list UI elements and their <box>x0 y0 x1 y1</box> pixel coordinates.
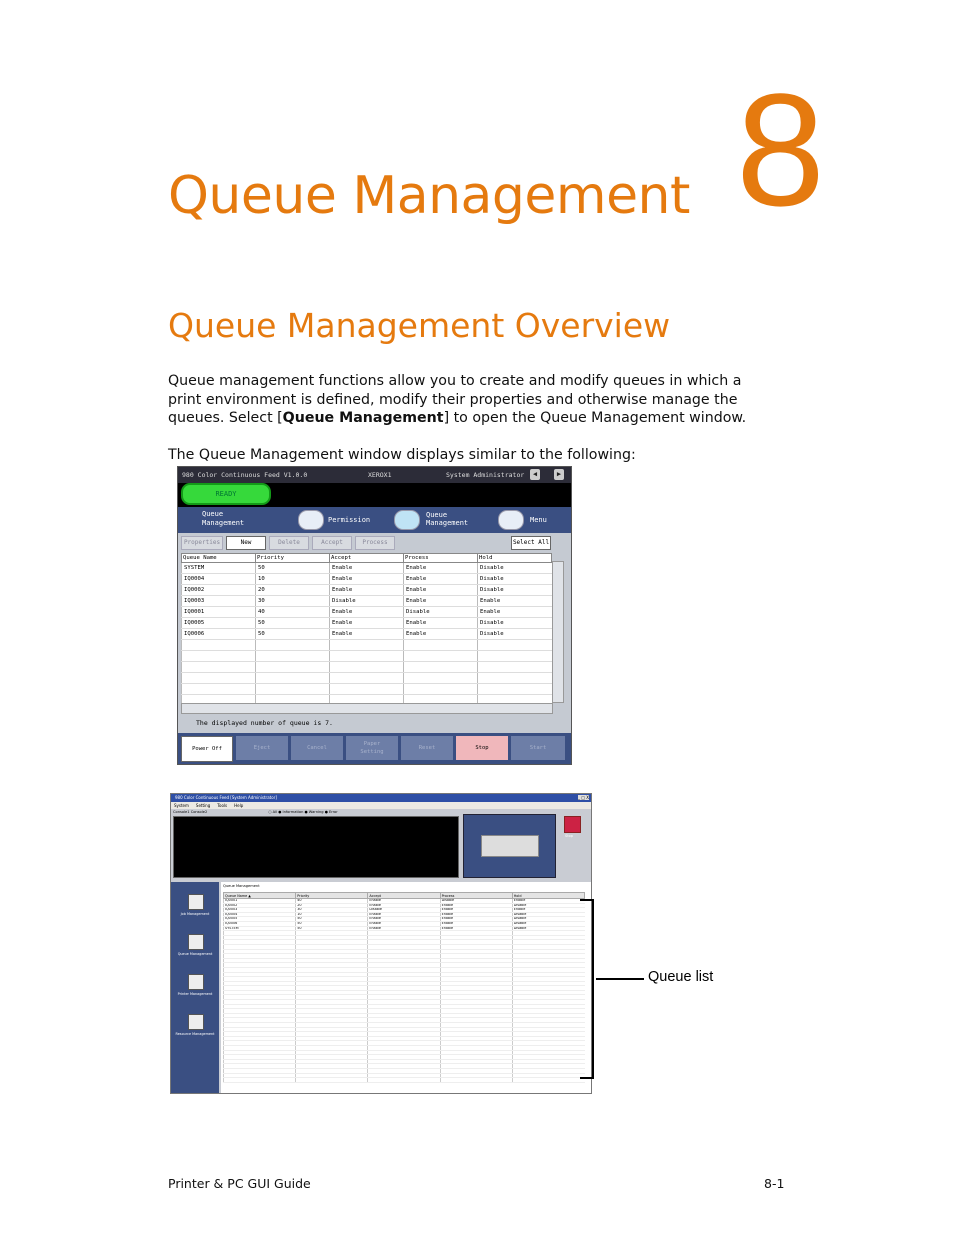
intro-paragraph: Queue management functions allow you to create and modify queues in which a print environment is defined, modify their properties and otherwise manage the queues. Select [Queue Management] to open the Queue Management window. <box>168 373 747 426</box>
properties-button[interactable]: Properties <box>181 536 223 550</box>
menu-item[interactable]: System <box>174 803 189 808</box>
nav-label[interactable]: Queue Management <box>177 952 213 956</box>
empty-row <box>182 673 552 684</box>
printer-status-box <box>463 814 556 878</box>
printer-icon <box>481 835 539 857</box>
stop-button[interactable]: Stop <box>456 736 508 760</box>
table-cell: IQ0001 <box>182 607 256 618</box>
table-cell: Enable <box>330 629 404 640</box>
table-row[interactable] <box>182 618 552 629</box>
delete-button[interactable]: Delete <box>269 536 309 550</box>
column-header[interactable]: Hold <box>512 893 584 899</box>
menu-bar <box>171 802 591 809</box>
new-button[interactable]: New <box>226 536 266 550</box>
empty-row <box>182 640 552 651</box>
table-row[interactable] <box>182 574 552 585</box>
menu-icon[interactable] <box>498 510 524 530</box>
queue-list-callout: Queue list <box>648 969 714 985</box>
permission-icon[interactable] <box>298 510 324 530</box>
table-cell: IQ0003 <box>182 596 256 607</box>
table-cell: 40 <box>256 607 330 618</box>
table-row[interactable] <box>182 607 552 618</box>
panel-title-bar <box>178 467 571 483</box>
panel-nav-bar <box>178 507 571 533</box>
table-cell: Enable <box>478 607 552 618</box>
queue-count-text: The displayed number of queue is 7. <box>196 719 333 727</box>
queue-list-table <box>223 892 585 1083</box>
table-cell: Enable <box>404 563 478 574</box>
table-cell: Disable <box>404 607 478 618</box>
chapter-number: 8 <box>736 60 825 239</box>
table-cell: Enable <box>368 926 440 931</box>
table-cell: Enable <box>512 908 584 913</box>
table-row[interactable] <box>182 585 552 596</box>
column-header[interactable]: Queue Name <box>182 554 256 563</box>
column-header[interactable]: Process <box>404 554 478 563</box>
eject-button[interactable]: Eject <box>236 736 288 760</box>
table-cell: 30 <box>296 908 368 913</box>
empty-row <box>182 662 552 673</box>
table-cell: Disable <box>478 563 552 574</box>
message-filters[interactable]: ○ All ● Information ● Warning ● Error <box>268 810 338 814</box>
table-cell: Enable <box>404 618 478 629</box>
start-button[interactable]: Start <box>511 736 565 760</box>
queue-panel <box>178 533 571 733</box>
queue-management-label: Queue Management <box>223 884 260 888</box>
table-cell: IQ0002 <box>182 585 256 596</box>
empty-row <box>182 684 552 695</box>
table-cell: 20 <box>296 903 368 908</box>
panel-user: System Administrator <box>446 471 525 479</box>
empty-row <box>182 651 552 662</box>
queue-list-bracket <box>580 899 594 1079</box>
printer-panel-screenshot <box>177 466 572 765</box>
table-cell: Enable <box>512 899 584 904</box>
queue-management-icon[interactable] <box>394 510 420 530</box>
table-cell: Enable <box>330 607 404 618</box>
table-cell: Enable <box>404 574 478 585</box>
pc-gui-screenshot <box>170 793 592 1094</box>
table-cell: 50 <box>296 921 368 926</box>
column-header[interactable]: Accept <box>368 893 440 899</box>
table-cell: Enable <box>478 596 552 607</box>
table-row[interactable] <box>182 596 552 607</box>
table-cell: Disable <box>478 618 552 629</box>
table-cell: Enable <box>440 917 512 922</box>
table-row[interactable] <box>182 563 552 574</box>
queue-table <box>181 553 552 706</box>
callout-leader-line <box>596 978 644 980</box>
table-cell: Disable <box>330 596 404 607</box>
nav-label[interactable]: Printer Management <box>177 992 213 996</box>
nav-menu[interactable]: Menu <box>530 516 547 524</box>
table-cell: Enable <box>330 574 404 585</box>
table-cell: 50 <box>256 618 330 629</box>
nav-queue-management[interactable]: Queue Management <box>426 511 469 527</box>
table-cell: Enable <box>330 563 404 574</box>
table-cell: IQ0004 <box>182 574 256 585</box>
table-cell: Enable <box>404 629 478 640</box>
table-cell: 50 <box>256 629 330 640</box>
table-cell: Enable <box>440 903 512 908</box>
table-cell: 50 <box>296 917 368 922</box>
nav-icon[interactable] <box>188 894 204 910</box>
process-button[interactable]: Process <box>355 536 395 550</box>
table-cell: IQ0005 <box>224 917 296 922</box>
panel-title: 980 Color Continuous Feed V1.0.0 <box>182 471 308 479</box>
table-cell: Enable <box>404 585 478 596</box>
column-header[interactable]: Queue Name ▲ <box>224 893 296 899</box>
left-navigation <box>171 882 219 1093</box>
table-cell: 40 <box>296 899 368 904</box>
table-cell: Enable <box>368 917 440 922</box>
table-cell: 10 <box>296 912 368 917</box>
table-cell: Enable <box>404 596 478 607</box>
table-row[interactable] <box>182 629 552 640</box>
footer-guide-title: Printer & PC GUI Guide <box>168 1176 311 1191</box>
table-cell: Disable <box>478 585 552 596</box>
table-cell: Enable <box>440 921 512 926</box>
table-cell: 10 <box>256 574 330 585</box>
back-arrow-icon[interactable]: ◀ <box>530 469 540 480</box>
table-cell: Enable <box>368 899 440 904</box>
table-cell: 30 <box>256 596 330 607</box>
accept-button[interactable]: Accept <box>312 536 352 550</box>
console-tabs[interactable]: Console1 Console2 <box>173 810 208 814</box>
table-cell: IQ0003 <box>224 908 296 913</box>
column-header[interactable]: Hold <box>478 554 552 563</box>
table-cell: Enable <box>368 903 440 908</box>
table-cell: Enable <box>368 921 440 926</box>
section-title: Queue Management Overview <box>168 306 671 345</box>
table-cell: Disable <box>512 926 584 931</box>
chapter-title: Queue Management <box>168 166 690 226</box>
window-title: 980 Color Continuous Feed [System Administrator] <box>171 794 591 802</box>
stop-icon[interactable] <box>564 816 581 833</box>
column-header[interactable]: Accept <box>330 554 404 563</box>
table-cell: IQ0005 <box>182 618 256 629</box>
table-cell: 50 <box>256 563 330 574</box>
menu-item[interactable]: Tools <box>217 803 228 808</box>
cancel-button[interactable]: Cancel <box>291 736 343 760</box>
select-all-button[interactable]: Select All <box>511 536 551 550</box>
console-filter-row <box>173 809 463 816</box>
table-cell: 50 <box>296 926 368 931</box>
table-cell: IQ0002 <box>224 903 296 908</box>
current-screen-label: Queue Management <box>202 510 245 527</box>
table-cell: Disable <box>440 899 512 904</box>
power-off-button[interactable]: Power Off <box>181 736 233 762</box>
table-cell: Disable <box>512 903 584 908</box>
table-cell: Enable <box>330 618 404 629</box>
table-cell: Disable <box>512 917 584 922</box>
stop-label: Stop <box>565 834 573 838</box>
menu-item[interactable]: Setting <box>195 803 211 808</box>
panel-bottom-bar <box>178 733 571 764</box>
panel-brand: XEROX1 <box>368 471 392 479</box>
table-cell: Disable <box>478 629 552 640</box>
nav-label[interactable]: Job Management <box>180 912 210 916</box>
table-cell: 20 <box>256 585 330 596</box>
nav-icon[interactable] <box>188 974 204 990</box>
paper-setting-button[interactable]: Paper Setting <box>346 736 398 760</box>
column-header[interactable]: Priority <box>256 554 330 563</box>
queue-icon <box>180 510 196 528</box>
nav-label[interactable]: Resource Management <box>175 1032 215 1036</box>
table-cell: Disable <box>512 921 584 926</box>
table-cell: IQ0001 <box>224 899 296 904</box>
window-intro-paragraph: The Queue Management window displays similar to the following: <box>168 447 636 463</box>
menu-item[interactable]: Help <box>234 803 244 808</box>
table-cell: SYSTEM <box>182 563 256 574</box>
table-cell: Enable <box>368 912 440 917</box>
column-header[interactable]: Process <box>440 893 512 899</box>
table-cell: Enable <box>440 926 512 931</box>
console-area <box>173 816 459 878</box>
vertical-scrollbar[interactable] <box>552 561 564 703</box>
table-cell: IQ0004 <box>224 912 296 917</box>
forward-arrow-icon[interactable]: ▶ <box>554 469 564 480</box>
ready-status: READY <box>181 483 271 505</box>
table-cell: Disable <box>368 908 440 913</box>
table-cell: SYSTEM <box>224 926 296 931</box>
window-controls[interactable]: _ □ X <box>577 795 589 800</box>
reset-button[interactable]: Reset <box>401 736 453 760</box>
table-cell: Enable <box>440 912 512 917</box>
nav-icon[interactable] <box>188 1014 204 1030</box>
queue-management-pane <box>221 882 591 1093</box>
table-cell: Disable <box>512 912 584 917</box>
footer-page-number: 8-1 <box>764 1176 785 1191</box>
table-cell: Enable <box>440 908 512 913</box>
table-cell: IQ0006 <box>182 629 256 640</box>
table-cell: Enable <box>330 585 404 596</box>
table-cell: IQ0006 <box>224 921 296 926</box>
queue-management-term: Queue Management <box>282 410 444 426</box>
column-header[interactable]: Priority <box>296 893 368 899</box>
nav-permission[interactable]: Permission <box>328 516 371 524</box>
nav-icon[interactable] <box>188 934 204 950</box>
horizontal-scrollbar[interactable] <box>181 703 553 714</box>
empty-row <box>224 1078 585 1083</box>
table-cell: Disable <box>478 574 552 585</box>
